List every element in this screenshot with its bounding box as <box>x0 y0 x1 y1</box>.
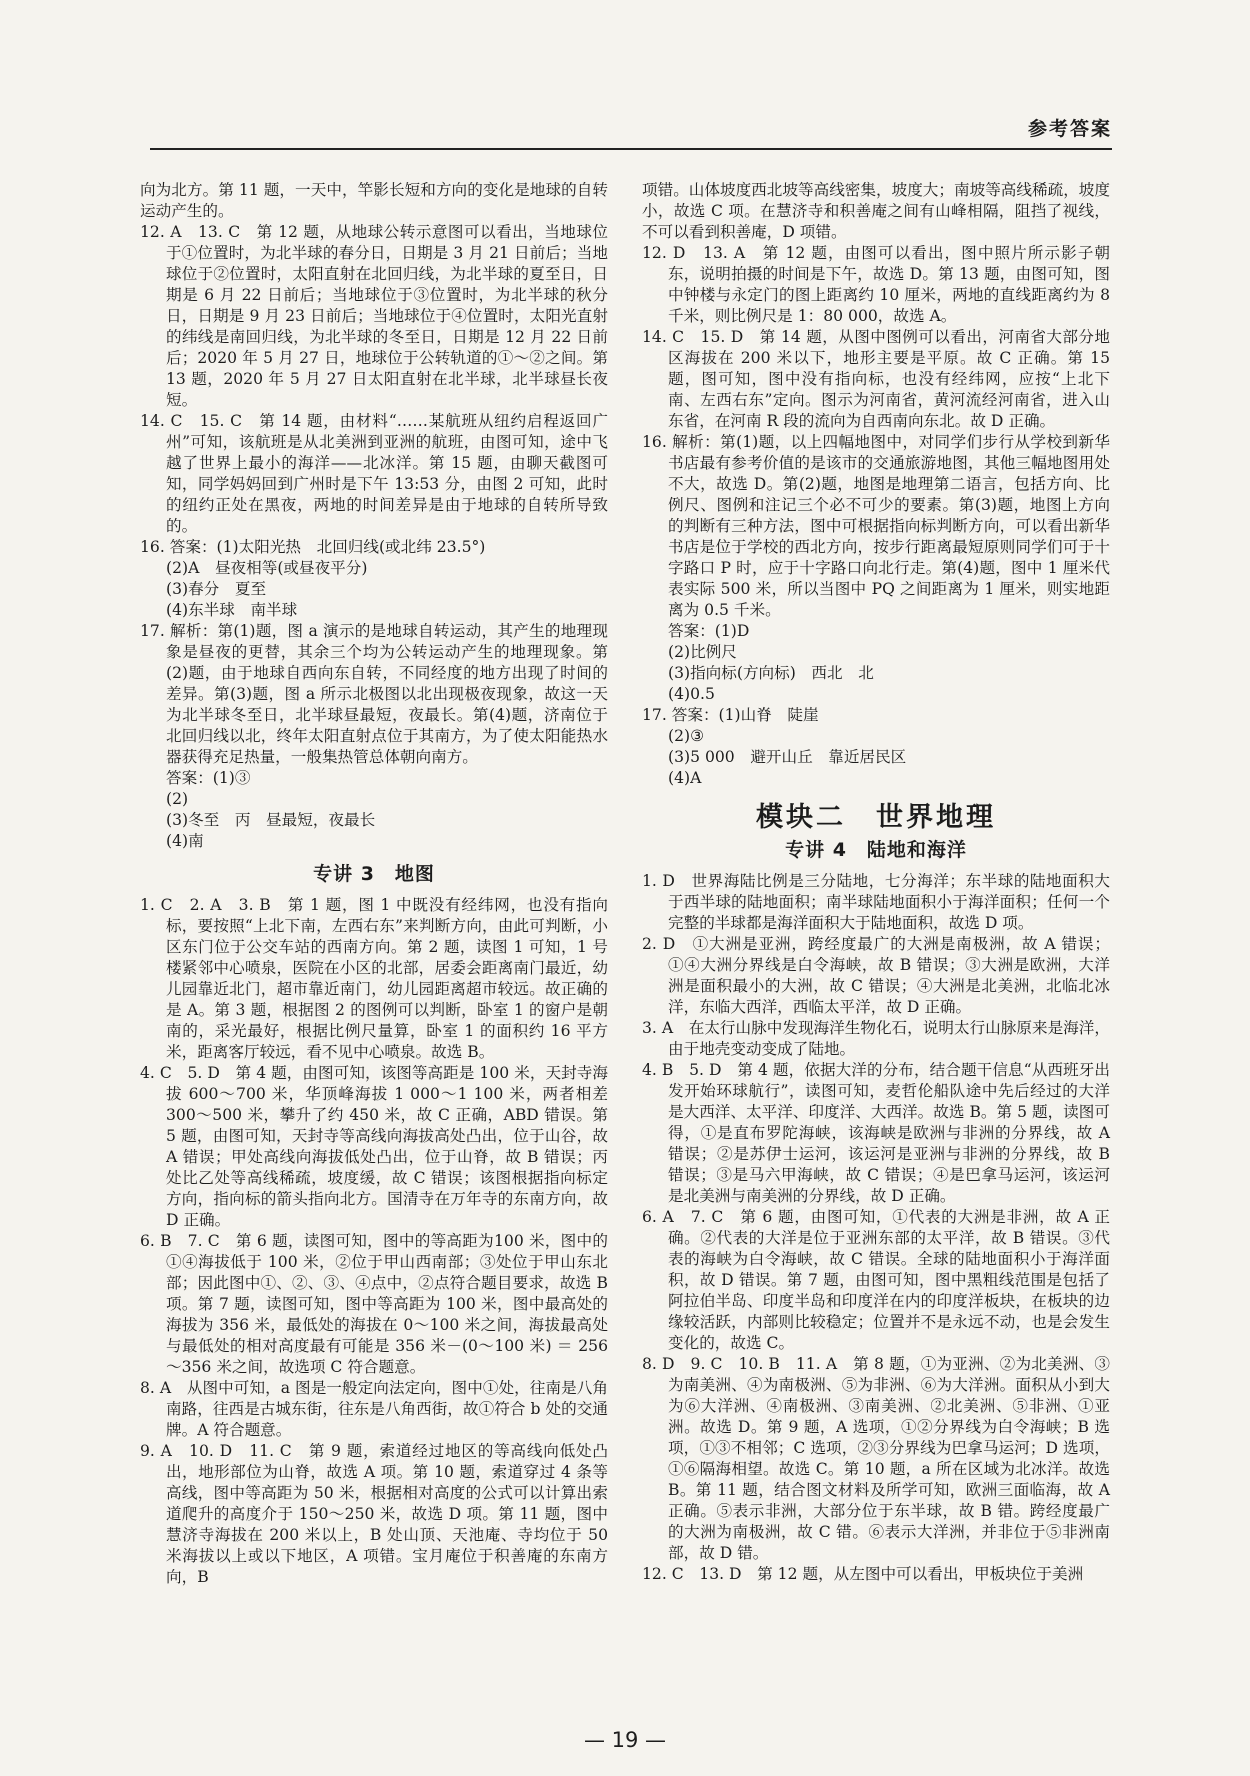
answer-line: (4)A <box>668 769 702 787</box>
answer-paragraph: 16. 答案：(1)太阳光热 北回归线(或北纬 23.5°) <box>140 538 486 556</box>
answer-line: (3)春分 夏至 <box>166 580 267 598</box>
answer-paragraph: 17. 解析：第(1)题，图 a 演示的是地球自转运动，其产生的地理现象是昼夜的更替，其余三个均为公转运动产生的地理现象。第(2)题，由于地球自西向东自转，不同经度的地方出现了时间的差异。第(3)题，图 a 所示北极图以北出现极夜现象，故这一天为北半球冬至日，北半球昼最短，夜最长。第(4)题，济南位于北回归线以北，终年太阳直射点位于其南方，为了使太阳能热水器获得充足热量，一般集热管总体朝向南方。 <box>140 622 608 766</box>
answer-line: (3)指向标(方向标) 西北 北 <box>668 664 874 682</box>
answer-line: (2)比例尺 <box>668 643 737 661</box>
answer-line: (4)0.5 <box>668 685 715 703</box>
answer-paragraph: 14. C 15. D 第 14 题，从图中图例可以看出，河南省大部分地区海拔在 200 米以下，地形主要是平原。故 C 正确。第 15 题，图可知，图中没有指向标，也没有经纬网，应按“上北下南、左西右东”定向。图示为河南省，黄河流经河南省，进入山东省，在河南 R 段的流向为自西南向东北。故 D 正确。 <box>642 328 1110 430</box>
answer-paragraph: 1. D 世界海陆比例是三分陆地，七分海洋；东半球的陆地面积大于西半球的陆地面积；南半球陆地面积小于海洋面积；任何一个完整的半球都是海洋面积大于陆地面积，故选 D 项。 <box>642 872 1110 932</box>
answer-paragraph: 1. C 2. A 3. B 第 1 题，图 1 中既没有经纬网，也没有指向标，要按照“上北下南，左西右东”来判断方向，由此可判断，小区东门位于公交车站的西南方向。第 2 题，读图 1 可知，1 号楼紧邻中心喷泉，医院在小区的北部，居委会距离南门最近，幼儿园靠近北门，超市靠近南门，幼儿园距离超市较远。故正确的是 A。第 3 题，根据图 2 的图例可以判断，卧室 1 的窗户是朝南的，采光最好，根据比例尺量算，卧室 1 的面积约 16 平方米，距离客厅较远，看不见中心喷泉。故选 B。 <box>140 896 608 1061</box>
answer-paragraph: 4. B 5. D 第 4 题，依据大洋的分布，结合题干信息“从西班牙出发开始环球航行”，读图可知，麦哲伦船队途中先后经过的大洋是大西洋、太平洋、印度洋、大西洋。故选 B。第 5 题，读图可得，①是直布罗陀海峡，该海峡是欧洲与非洲的分界线，故 A 错误；②是苏伊士运河，该运河是亚洲与非洲的分界线，故 B 错误；③是马六甲海峡，故 C 错误；④是巴拿马运河，该运河是北美洲与南美洲的分界线，故 D 正确。 <box>642 1061 1110 1205</box>
header-title: 参考答案 <box>1027 118 1112 140</box>
answer-paragraph: 12. D 13. A 第 12 题，由图可以看出，图中照片所示影子朝东，说明拍摄的时间是下午，故选 D。第 13 题，由图可知，图中钟楼与永定门的图上距离约 10 厘米，两地的直线距离约为 8 千米，则比例尺是 1：80 000，故选 A。 <box>642 244 1110 325</box>
answer-line: (4)南 <box>166 832 204 850</box>
answer-line: (2) <box>166 790 189 808</box>
answer-line: 答案：(1)③ <box>166 769 251 787</box>
answer-paragraph: 2. D ①大洲是亚洲，跨经度最广的大洲是南极洲，故 A 错误；①④大洲分界线是白令海峡，故 B 错误；③大洲是欧洲，大洋洲是面积最小的大洲，故 C 错误；④大洲是北美洲，北临北冰洋，东临大西洋，西临太平洋，故 D 正确。 <box>642 935 1110 1016</box>
module-title: 模块二 世界地理 <box>756 802 996 833</box>
left-column <box>140 180 608 1588</box>
answer-line: 答案：(1)D <box>668 622 750 640</box>
answer-paragraph: 8. D 9. C 10. B 11. A 第 8 题，①为亚洲、②为北美洲、③为南美洲、④为南极洲、⑤为非洲、⑥为大洋洲。面积从小到大为⑥大洋洲、④南极洲、③南美洲、②北美洲、⑤非洲、①亚洲。故选 D。第 9 题，A 选项，①②分界线为白令海峡；B 选项，①③不相邻；C 选项，②③分界线为巴拿马运河；D 选项，①⑥隔海相望。故选 C。第 10 题，a 所在区域为北冰洋。故选 B。第 11 题，结合图文材料及所学可知，欧洲三面临海，故 A 正确。⑤表示非洲，大部分位于东半球，故 B 错。跨经度最广的大洲为南极洲，故 C 错。⑥表示大洋洲，并非位于⑤非洲南部，故 D 错。 <box>642 1355 1110 1562</box>
answer-line: (2)③ <box>668 727 705 745</box>
section-title: 专讲 4 陆地和海洋 <box>785 839 967 861</box>
answer-paragraph: 9. A 10. D 11. C 第 9 题，索道经过地区的等高线向低处凸出，地形部位为山脊，故选 A 项。第 10 题，索道穿过 4 条等高线，图中等高距为 50 米，根据相对高度的公式可以计算出索道爬升的高度介于 150～250 米，故选 D 项。第 11 题，图中慧济寺海拔在 200 米以上，B 处山顶、天池庵、寺均位于 50 米海拔以上或以下地区，A 项错。宝月庵位于积善庵的东南方向，B <box>140 1442 608 1586</box>
answer-paragraph: 16. 解析：第(1)题，以上四幅地图中，对同学们步行从学校到新华书店最有参考价值的是该市的交通旅游地图，其他三幅地图用处不大，故选 D。第(2)题，地图是地理第二语言，包括方向、比例尺、图例和注记三个必不可少的要素。第(3)题，地图上方向的判断有三种方法，图中可根据指向标判断方向，可以看出新华书店是位于学校的西北方向，按步行距离最短原则同学们可于十字路口 P 时，应于十字路口向北行走。第(4)题，图中 1 厘米代表实际 500 米，所以当图中 PQ 之间距离为 1 厘米，则实地距离为 0.5 千米。 <box>642 433 1110 619</box>
page-number: — 19 — <box>583 1728 667 1752</box>
answer-paragraph: 3. A 在太行山脉中发现海洋生物化石，说明太行山脉原来是海洋，由于地壳变动变成了陆地。 <box>642 1019 1110 1058</box>
answer-paragraph: 14. C 15. C 第 14 题，由材料“……某航班从纽约启程返回广州”可知，该航班是从北美洲到亚洲的航班，由图可知，途中飞越了世界上最小的海洋——北冰洋。第 15 题，由聊天截图可知，同学妈妈回到广州时是下午 13:53 分，由图 2 可知，此时的纽约正处在黑夜，两地的时间差异是由于地球的自转所导致的。 <box>140 412 608 535</box>
answer-paragraph: 12. C 13. D 第 12 题，从左图中可以看出，甲板块位于美洲 <box>642 1565 1084 1583</box>
answer-paragraph: 8. A 从图中可知，a 图是一般定向法定向，图中①处，往南是八角南路，往西是古城东街，往东是八角西街，故①符合 b 处的交通牌。A 符合题意。 <box>140 1379 608 1439</box>
section-title: 专讲 3 地图 <box>313 863 435 885</box>
answer-paragraph: 6. A 7. C 第 6 题，由图可知，①代表的大洲是非洲，故 A 正确。②代表的大洋是位于亚洲东部的太平洋，故 B 错误。③代表的海峡为白令海峡，故 C 错误。全球的陆地面积小于海洋面积，故 D 错误。第 7 题，由图可知，图中黑粗线范围是包括了阿拉伯半岛、印度半岛和印度洋在内的印度洋板块，在板块的边缘较活跃，内部则比较稳定；位置并不是永远不动，也是会发生变化的，故选 C。 <box>642 1208 1110 1352</box>
answer-paragraph: 17. 答案：(1)山脊 陡崖 <box>642 706 819 724</box>
text-paragraph: 项错。山体坡度西北坡等高线密集，坡度大；南坡等高线稀疏，坡度小，故选 C 项。在慧济寺和积善庵之间有山峰相隔，阻挡了视线，不可以看到积善庵，D 项错。 <box>642 181 1110 241</box>
text-paragraph: 向为北方。第 11 题，一天中，竿影长短和方向的变化是地球的自转运动产生的。 <box>140 181 608 220</box>
answer-line: (2)A 昼夜相等(或昼夜平分) <box>166 559 368 577</box>
answer-paragraph: 6. B 7. C 第 6 题，读图可知，图中的等高距为100 米，图中的①④海拔低于 100 米，②位于甲山西南部；③处位于甲山东北部；因此图中①、②、③、④点中，②点符合题目要求，故选 B 项。第 7 题，读图可知，图中等高距为 100 米，图中最高处的海拔为 356 米，最低处的海拔在 0～100 米之间，海拔最高处与最低处的相对高度最有可能是 356 米－(0～100 米) ＝ 256～356 米之间，故选项 C 符合题意。 <box>140 1232 608 1376</box>
answer-line: (4)东半球 南半球 <box>166 601 298 619</box>
answer-line: (3)冬至 丙 昼最短，夜最长 <box>166 811 376 829</box>
answer-paragraph: 12. A 13. C 第 12 题，从地球公转示意图可以看出，当地球位于①位置时，为北半球的春分日，日期是 3 月 21 日前后；当地球位于②位置时，太阳直射在北回归线，为北半球的夏至日，日期是 6 月 22 日前后；当地球位于③位置时，为北半球的秋分日，日期是 9 月 23 日前后；当地球位于④位置时，太阳光直射的纬线是南回归线，为北半球的冬至日，日期是 12 月 22 日前后；2020 年 5 月 27 日，地球位于公转轨道的①～②之间。第 13 题，2020 年 5 月 27 日太阳直射在北半球，北半球昼长夜短。 <box>140 223 608 409</box>
page-header <box>150 108 1112 150</box>
answer-line: (3)5 000 避开山丘 靠近居民区 <box>668 748 907 766</box>
right-column <box>642 180 1110 1585</box>
answer-paragraph: 4. C 5. D 第 4 题，由图可知，该图等高距是 100 米，天封寺海拔 600～700 米，华顶峰海拔 1 000～1 100 米，两者相差 300～500 米，攀升了约 450 米，故 C 正确，ABD 错误。第 5 题，由图可知，天封寺等高线向海拔高处凸出，位于山谷，故 A 错误；甲处高线向海拔低处凸出，位于山脊，故 B 错误；丙处比乙处等高线稀疏，坡度缓，故 C 错误；该图根据指向标定方向，指向标的箭头指向北方。国清寺在万年寺的东南方向，故 D 正确。 <box>140 1064 608 1229</box>
